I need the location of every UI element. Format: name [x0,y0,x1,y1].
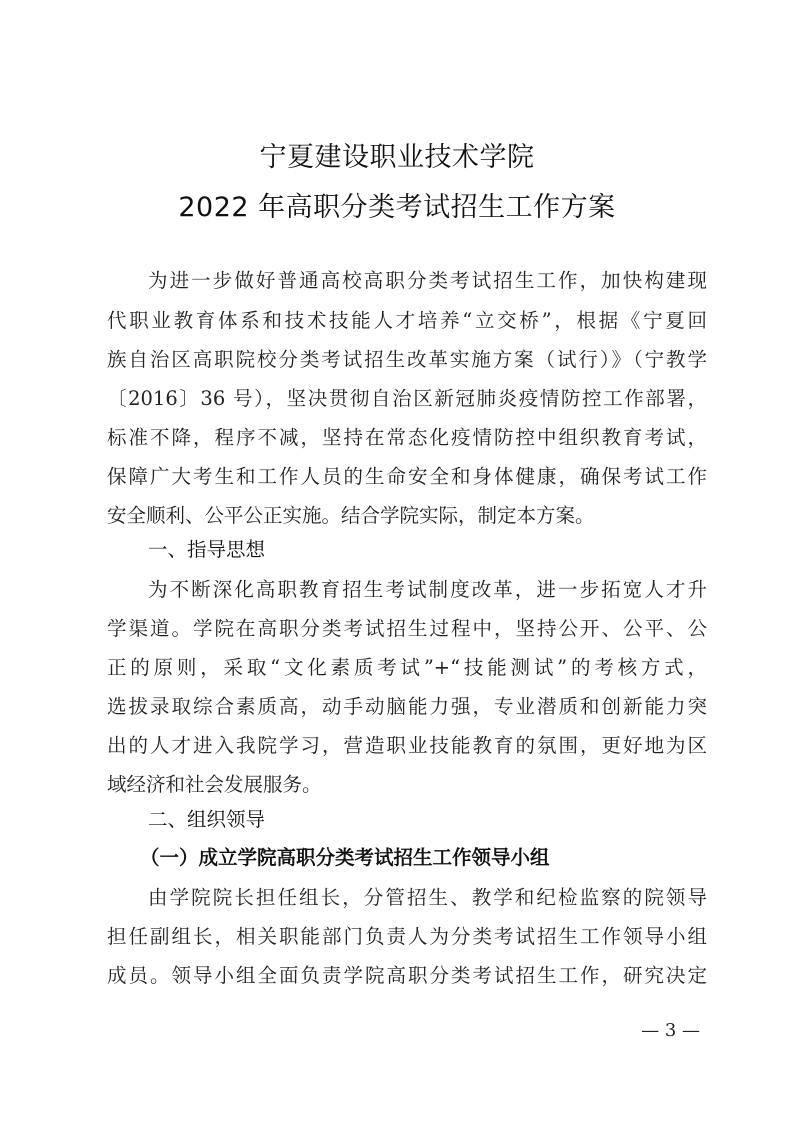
paragraph-line: 代职业教育体系和技术技能人才培养“立交桥”，根据《宁夏回 [107,309,707,332]
paragraph-line: 由学院院长担任组长，分管招生、教学和纪检监察的院领导 [148,886,707,909]
paragraph-line: 〔2016〕36 号），坚决贯彻自治区新冠肺炎疫情防控工作部署， [107,387,707,410]
document-title-line1: 宁夏建设职业技术学院 [259,142,535,173]
paragraph-line: 学渠道。学院在高职分类考试招生过程中，坚持公开、公平、公 [107,617,707,640]
paragraph-line: 成员。领导小组全面负责学院高职分类考试招生工作，研究决定 [107,964,707,987]
document-title-line2: 2022 年高职分类考试招生工作方案 [178,192,616,223]
paragraph-line: 族自治区高职院校分类考试招生改革实施方案（试行）》（宁教学 [107,348,707,371]
paragraph-line: 安全顺利、公平公正实施。结合学院实际，制定本方案。 [107,504,595,527]
paragraph-line: 为不断深化高职教育招生考试制度改革，进一步拓宽人才升 [148,578,707,601]
section-heading-organization: 二、组织领导 [148,808,266,831]
paragraph-line: 保障广大考生和工作人员的生命安全和身体健康，确保考试工作 [107,465,707,488]
page-number: — 3 — [641,1020,700,1041]
section-heading-guiding-ideology: 一、指导思想 [148,538,266,561]
paragraph-line: 正的原则，采取“文化素质考试”+“技能测试”的考核方式， [107,656,707,679]
paragraph-line: 出的人才进入我院学习，营造职业技能教育的氛围，更好地为区 [107,734,707,757]
paragraph-line: 域经济和社会发展服务。 [107,773,322,796]
paragraph-line: 担任副组长，相关职能部门负责人为分类考试招生工作领导小组 [107,925,707,948]
paragraph-line: 选拔录取综合素质高，动手动脑能力强，专业潜质和创新能力突 [107,695,707,718]
paragraph-line: 标准不降，程序不减，坚持在常态化疫情防控中组织教育考试， [107,426,707,449]
paragraph-line: 为进一步做好普通高校高职分类考试招生工作，加快构建现 [148,269,707,292]
subsection-heading-leading-group: （一）成立学院高职分类考试招生工作领导小组 [140,846,550,869]
